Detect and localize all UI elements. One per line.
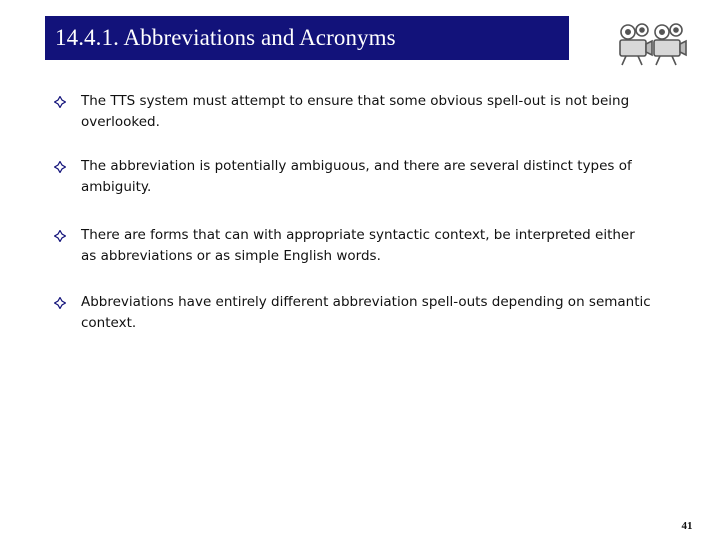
page-number: 41 <box>681 520 693 532</box>
bullet-text: The abbreviation is potentially ambiguous, and there are several distinct types of ambiguity. <box>81 158 632 195</box>
diamond-bullet-icon <box>54 161 66 173</box>
bullet-text: The TTS system must attempt to ensure that some obvious spell-out is not being overlooked. <box>81 93 630 130</box>
bullet-text: Abbreviations have entirely different abbreviation spell-outs depending on semantic context. <box>81 294 651 331</box>
diamond-bullet-icon <box>54 96 66 108</box>
slide-title: 14.4.1. Abbreviations and Acronyms <box>55 25 396 50</box>
bullet-text: There are forms that can with appropriate syntactic context, be interpreted either as abbreviations or as simple English words. <box>81 227 635 264</box>
diamond-bullet-icon <box>54 230 66 242</box>
diamond-bullet-icon <box>54 297 66 309</box>
